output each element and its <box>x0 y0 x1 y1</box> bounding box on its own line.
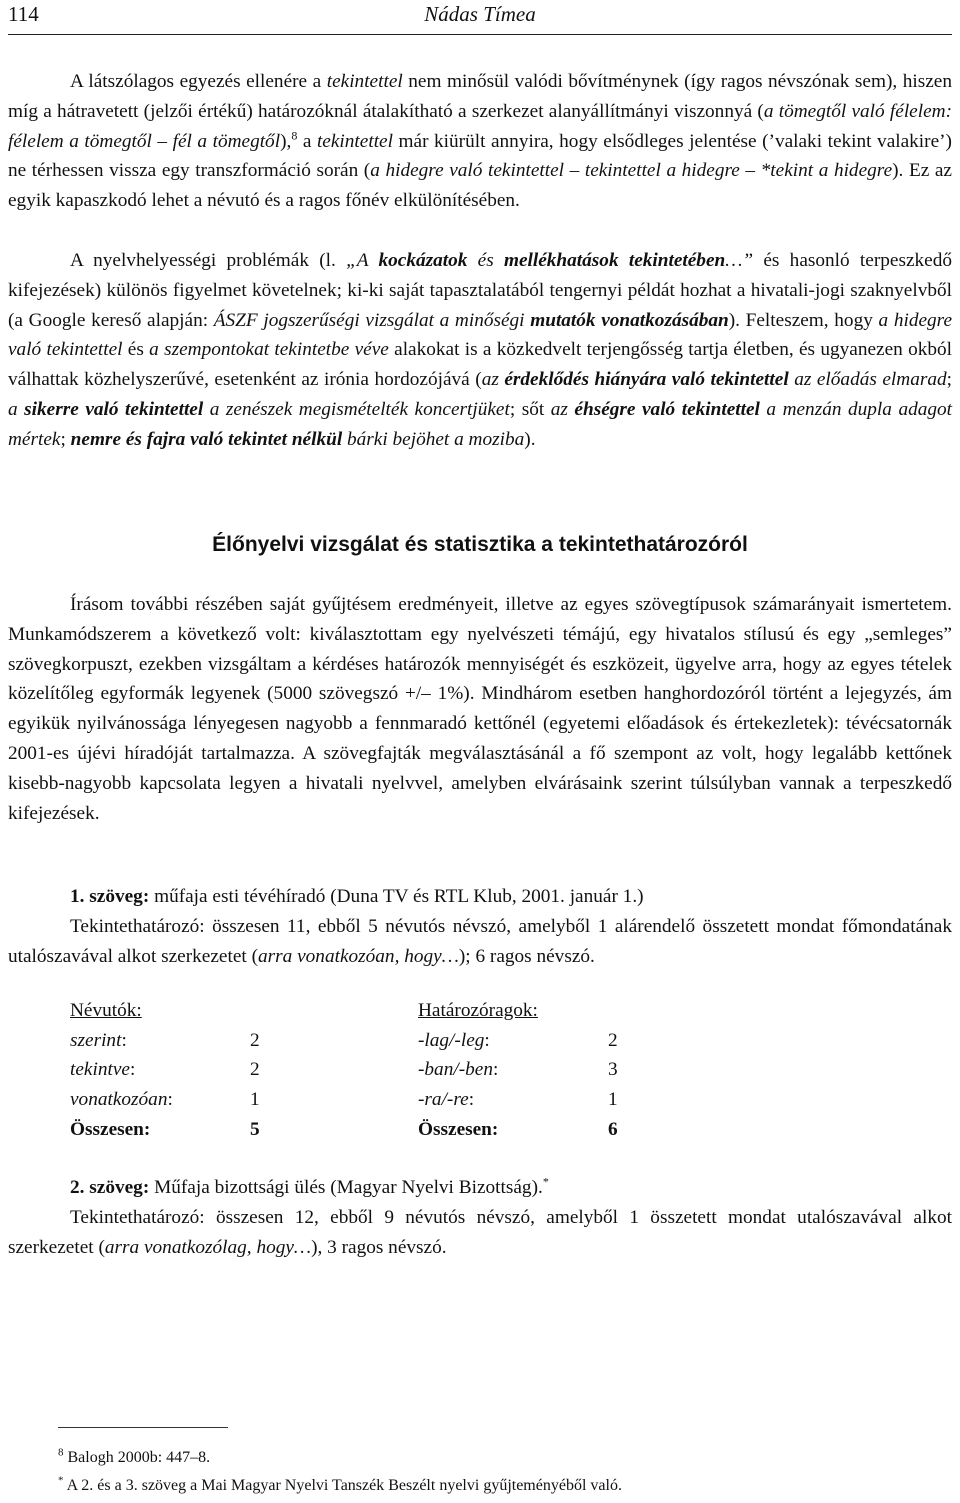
running-head-author: Nádas Tímea <box>424 2 536 26</box>
text-1-label: 1. szöveg: <box>70 886 150 907</box>
table-row: vonatkozóan: 1 -ra/-re: 1 <box>70 1089 618 1111</box>
table-row: tekintve: 2 -ban/-ben: 3 <box>70 1059 618 1081</box>
section-title: Élőnyelvi vizsgálat és statisztika a tekintethatározóról <box>212 533 748 556</box>
case-suffixes-header: Határozóragok: <box>418 999 538 1021</box>
table-total-row: Összesen: 5 Összesen: 6 <box>70 1119 618 1141</box>
table-row: szerint: 2 -lag/-leg: 2 <box>70 1029 618 1051</box>
page-number: 114 <box>8 2 39 26</box>
footnote-ref-8: 8 <box>291 128 298 143</box>
text-2-description: 2. szöveg: Műfaja bizottsági ülés (Magyar Nyelvi Bizottság).* Tekintethatározó: összesen 12, ebből 9 névutós névszó, amelyből 1 összetett mondat utalószavával alkot szerkezetet (arra vonatkozólag, hogy…), 3 ragos névszó. <box>8 1174 952 1258</box>
text-2-label: 2. szöveg: <box>70 1177 150 1198</box>
footnote-8: $^8$ Balogh 2000b: 447–8. <box>58 1446 211 1466</box>
table-header-row <box>70 996 618 1026</box>
frequency-table <box>70 996 618 1145</box>
footnote-ref-star: * <box>542 1174 549 1189</box>
paragraph-2: A nyelvhelyességi problémák (l. „A kockázatok és mellékhatások tekintetében…” és hasonló terpeszkedő kifejezések) különös figyelmet követelnek; ki-ki saját tapasztalatából tengernyi példát hozhat a hivatali-jogi szaknyelvből (a Google kereső alapján: ÁSZF jogszerűségi vizsgálat a minőségi mutatók vonatkozásában). Felteszem, hogy a hidegre való tekintettel és a szempontokat tekintetbe véve alakokat is a közkedvelt terjengősség tartja életben, és ugyanezen okból válhattak közhelyszerűvé, esetenként az irónia hordozójává (az érdeklődés hiányára való tekintettel az előadás elmarad; a sikerre való tekintettel a zenészek megismételték koncertjüket; sőt az éhségre való tekintettel a menzán dupla adagot mértek; nemre és fajra való tekintet nélkül bárki bejöhet a moziba). <box>8 250 953 450</box>
paragraph-1: A látszólagos egyezés ellenére a tekintettel nem minősül valódi bővítménynek (így ragos névszónak sem), hiszen míg a hátravetett (jelzői értékű) határozóknál átalakítható a szerkezet alanyállítmányi viszonnyá (a tömegtől való félelem: félelem a tömegtől – fél a tömegtől),$^8$ a tekintettel már kiürült annyira, hogy elsődleges jelentése (’valaki tekint valakire’) ne térhessen vissza egy transzformáció során (a hidegre való tekintettel – tekintettel a hidegre – *tekint a hidegre). Ez az egyik kapaszkodó lehet a névutó és a ragos főnév elkülönítésében. <box>8 71 953 212</box>
paragraph-3: Írásom további részében saját gyűjtésem eredményeit, illetve az egyes szövegtípusok számarányait ismertetem. Munkamódszerem a következő volt: kiválasztottam egy nyelvészeti témájú, egy hivatalos stílusú és egy „semleges” szövegkorpuszt, ezekben vizsgáltam a kérdéses határozók mennyiségét és eszközeit, ügyelve arra, hogy az egyes tételek közelítőleg egyformák legyenek (5000 szövegszó +/– 1%). Mindhárom esetben hanghordozóról történt a lejegyzés, ám egyikük nyilvánossága lényegesen nagyobb a fennmaradó kettőnél (egyetemi előadások és értekezletek): tévécsatornák 2001-es újévi híradóját tartalmazza. A szövegfajták megválasztásánál a fő szempont az volt, hogy legalább kettőnek kisebb-nagyobb kapcsolata legyen a hivatali nyelvvel, amelyben elvárásaink szerint túlsúlyban vannak a terpeszkedő kifejezések. <box>8 594 952 824</box>
postpositions-header: Névutók: <box>70 999 142 1021</box>
footnote-star: * A 2. és a 3. szöveg a Mai Magyar Nyelvi Tanszék Beszélt nyelvi gyűjteményéből való. <box>58 1474 622 1494</box>
page-header <box>8 0 952 35</box>
footnote-separator <box>58 1427 228 1428</box>
text-1-description: 1. szöveg: műfaja esti tévéhíradó (Duna TV és RTL Klub, 2001. január 1.) Tekintethatározó: összesen 11, ebből 5 névutós névszó, amelyből 1 alárendelő összetett mondat főmondatának utalószavával alkot szerkezetet (arra vonatkozóan, hogy…); 6 ragos névszó. <box>8 886 952 967</box>
